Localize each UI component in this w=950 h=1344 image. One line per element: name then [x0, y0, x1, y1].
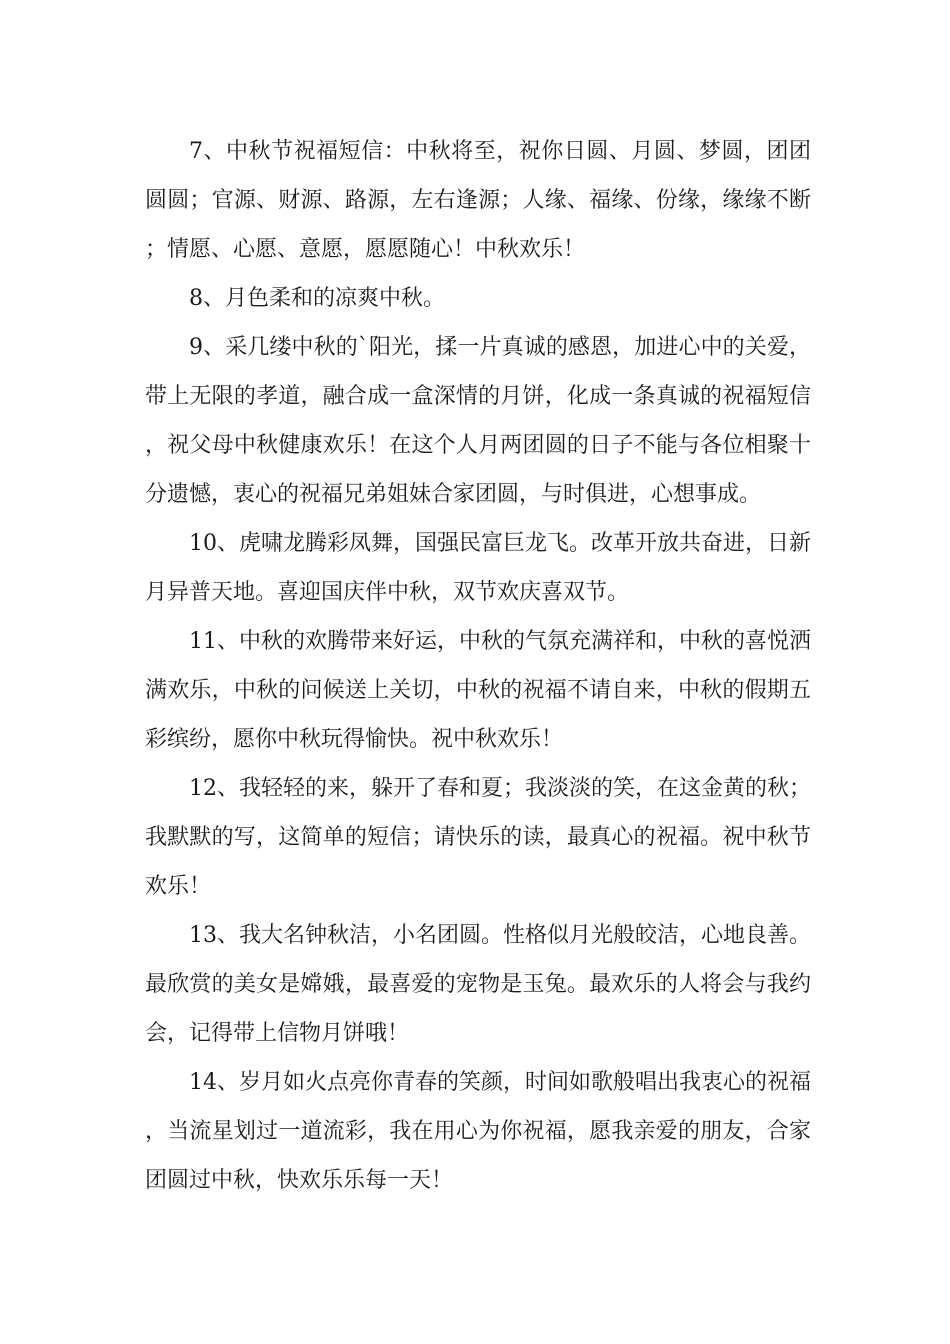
paragraph-14: 14、岁月如火点亮你青春的笑颜，时间如歌般唱出我衷心的祝福，当流星划过一道流彩，我在用心为你祝福，愿我亲爱的朋友，合家团圆过中秋，快欢乐乐每一天！ [145, 1070, 811, 1193]
paragraph-7: 7、中秋节祝福短信：中秋将至，祝你日圆、月圆、梦圆，团团圆圆；官源、财源、路源，左右逢源；人缘、福缘、份缘，缘缘不断；情愿、心愿、意愿，愿愿随心！中秋欢乐！ [145, 139, 811, 262]
paragraph-9: 9、采几缕中秋的`阳光，揉一片真诚的感恩，加进心中的关爱，带上无限的孝道，融合成一盒深情的月饼，化成一条真诚的祝福短信，祝父母中秋健康欢乐！在这个人月两团圆的日子不能与各位相聚十分遗憾，衷心的祝福兄弟姐妹合家团圆，与时俱进，心想事成。 [145, 335, 811, 507]
paragraph-13: 13、我大名钟秋洁，小名团圆。性格似月光般皎洁，心地良善。最欣赏的美女是嫦娥，最喜爱的宠物是玉兔。最欢乐的人将会与我约会，记得带上信物月饼哦！ [145, 923, 811, 1046]
paragraph-8: 8、月色柔和的凉爽中秋。 [189, 286, 445, 311]
paragraph-11: 11、中秋的欢腾带来好运，中秋的气氛充满祥和，中秋的喜悦洒满欢乐，中秋的问候送上关切，中秋的祝福不请自来，中秋的假期五彩缤纷，愿你中秋玩得愉快。祝中秋欢乐！ [145, 629, 811, 752]
document-body [145, 127, 811, 1205]
paragraph-12: 12、我轻轻的来，躲开了春和夏；我淡淡的笑，在这金黄的秋；我默默的写，这简单的短信；请快乐的读，最真心的祝福。祝中秋节欢乐！ [145, 776, 811, 899]
paragraph-10: 10、虎啸龙腾彩凤舞，国强民富巨龙飞。改革开放共奋进，日新月异普天地。喜迎国庆伴中秋，双节欢庆喜双节。 [145, 531, 811, 605]
